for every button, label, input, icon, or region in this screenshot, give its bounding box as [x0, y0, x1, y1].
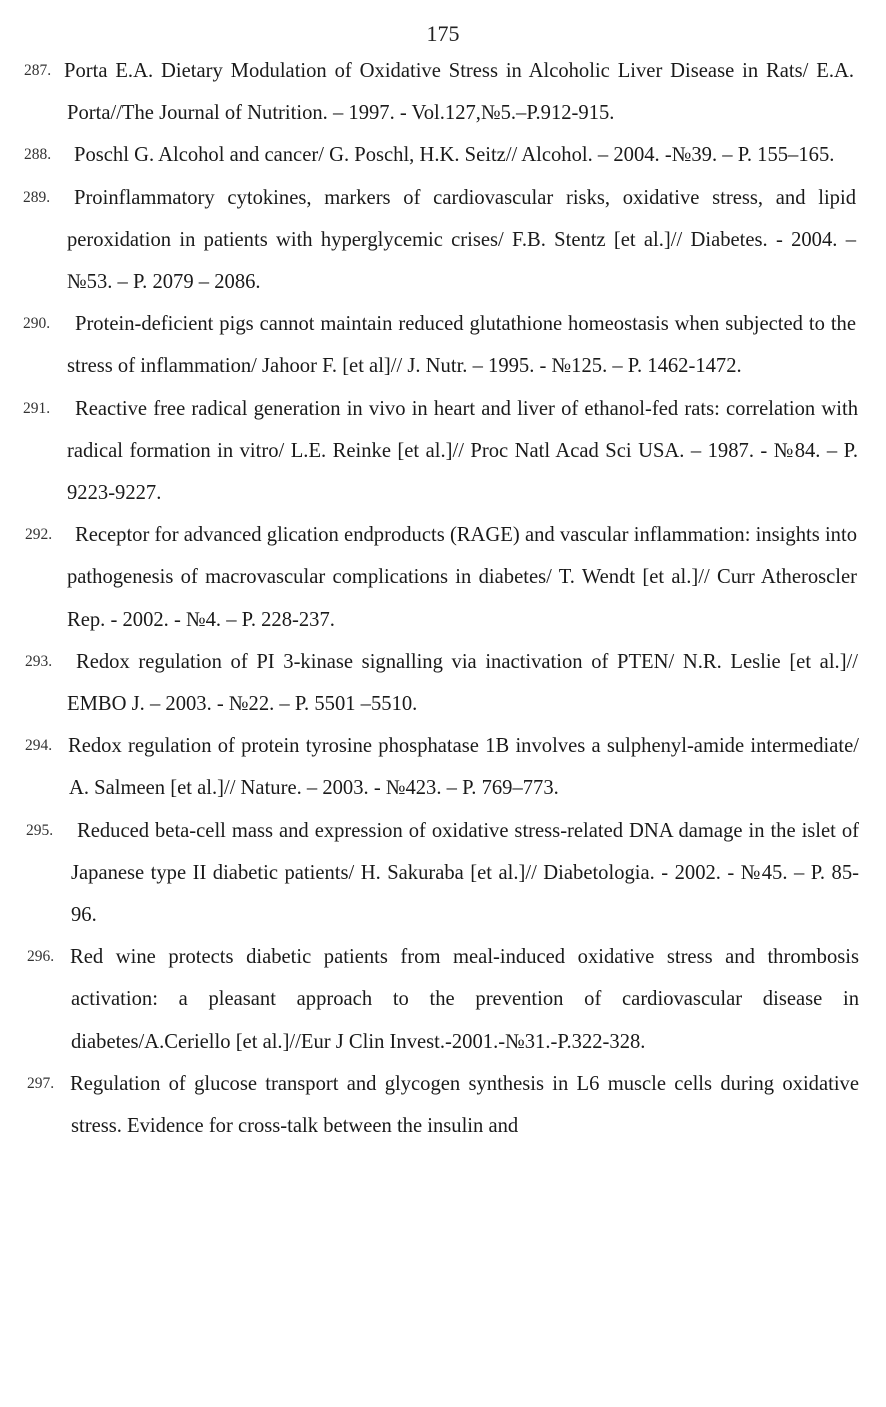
reference-text: Protein-deficient pigs cannot maintain reduced glutathione homeostasis when subjected to the stress of inflammation/ Jahoor F. [et al]// J. Nutr. – 1995. - №125. – P. 1462-1472.: [67, 313, 856, 378]
reference-item: [0, 1063, 859, 1147]
reference-item: [0, 514, 857, 641]
reference-number: 297.: [27, 1074, 55, 1092]
reference-number: 292.: [25, 526, 53, 544]
reference-text: Redox regulation of protein tyrosine phosphatase 1B involves a sulphenyl-amide intermediate/ A. Salmeen [et al.]// Nature. – 2003. - №423. – P. 769–773.: [68, 735, 859, 800]
reference-number: 296.: [27, 948, 55, 966]
reference-item: [0, 388, 858, 515]
reference-number: 288.: [24, 146, 52, 164]
reference-item: [0, 134, 853, 176]
reference-number: 290.: [23, 315, 51, 333]
reference-item: [0, 50, 854, 134]
reference-number: 289.: [23, 188, 51, 206]
reference-number: 295.: [26, 821, 54, 839]
reference-text: Receptor for advanced glication endproducts (RAGE) and vascular inflammation: insights into pathogenesis of macrovascular complications in diabetes/ T. Wendt [et al.]// Curr Atheroscler Rep. - 2002. - №4. – P. 228-237.: [67, 524, 857, 631]
reference-text: Porta E.A. Dietary Modulation of Oxidative Stress in Alcoholic Liver Disease in Rats/ E.A. Porta//The Journal of Nutrition. – 1997. - Vol.127,№5.–P.912-915.: [64, 60, 854, 125]
reference-text: Reactive free radical generation in vivo in heart and liver of ethanol-fed rats: correlation with radical formation in vitro/ L.E. Reinke [et al.]// Proc Natl Acad Sci USA. – 1987. - №84. – P. 9223-9227.: [67, 397, 858, 505]
reference-text: Red wine protects diabetic patients from meal-induced oxidative stress and thrombosis activation: a pleasant approach to the prevention of cardiovascular disease in diabetes/A.Ceriello [et al.]//Eur J Clin Invest.-2001.-№31.-P.322-328.: [70, 946, 859, 1053]
reference-text: Redox regulation of PI 3-kinase signalling via inactivation of PTEN/ N.R. Leslie [et al.]// EMBO J. – 2003. - №22. – P. 5501 –5510.: [67, 650, 858, 716]
reference-text: Proinflammatory cytokines, markers of cardiovascular risks, oxidative stress, and lipid peroxidation in patients with hyperglycemic crises/ F.B. Stentz [et al.]// Diabetes. - 2004. – №53. – P. 2079 – 2086.: [67, 186, 856, 294]
reference-number: 291.: [23, 399, 51, 417]
reference-list: [0, 50, 886, 1147]
reference-item: [0, 810, 859, 937]
reference-number: 293.: [25, 652, 53, 670]
reference-item: [0, 177, 856, 304]
reference-item: [0, 303, 856, 387]
reference-number: 287.: [24, 62, 52, 79]
reference-text: Reduced beta-cell mass and expression of oxidative stress-related DNA damage in the islet of Japanese type II diabetic patients/ H. Sakuraba [et al.]// Diabetologia. - 2002. - №45. – P. 85-96.: [71, 819, 859, 927]
reference-item: [0, 725, 859, 809]
page-number: 175: [426, 21, 460, 46]
reference-item: [0, 641, 858, 725]
reference-number: 294.: [25, 737, 53, 755]
reference-text: Poschl G. Alcohol and cancer/ G. Poschl, H.K. Seitz// Alcohol. – 2004. -№39. – P. 155–165.: [74, 144, 835, 167]
reference-item: [0, 936, 859, 1063]
reference-text: Regulation of glucose transport and glycogen synthesis in L6 muscle cells during oxidative stress. Evidence for cross-talk between the insulin and: [70, 1072, 859, 1138]
